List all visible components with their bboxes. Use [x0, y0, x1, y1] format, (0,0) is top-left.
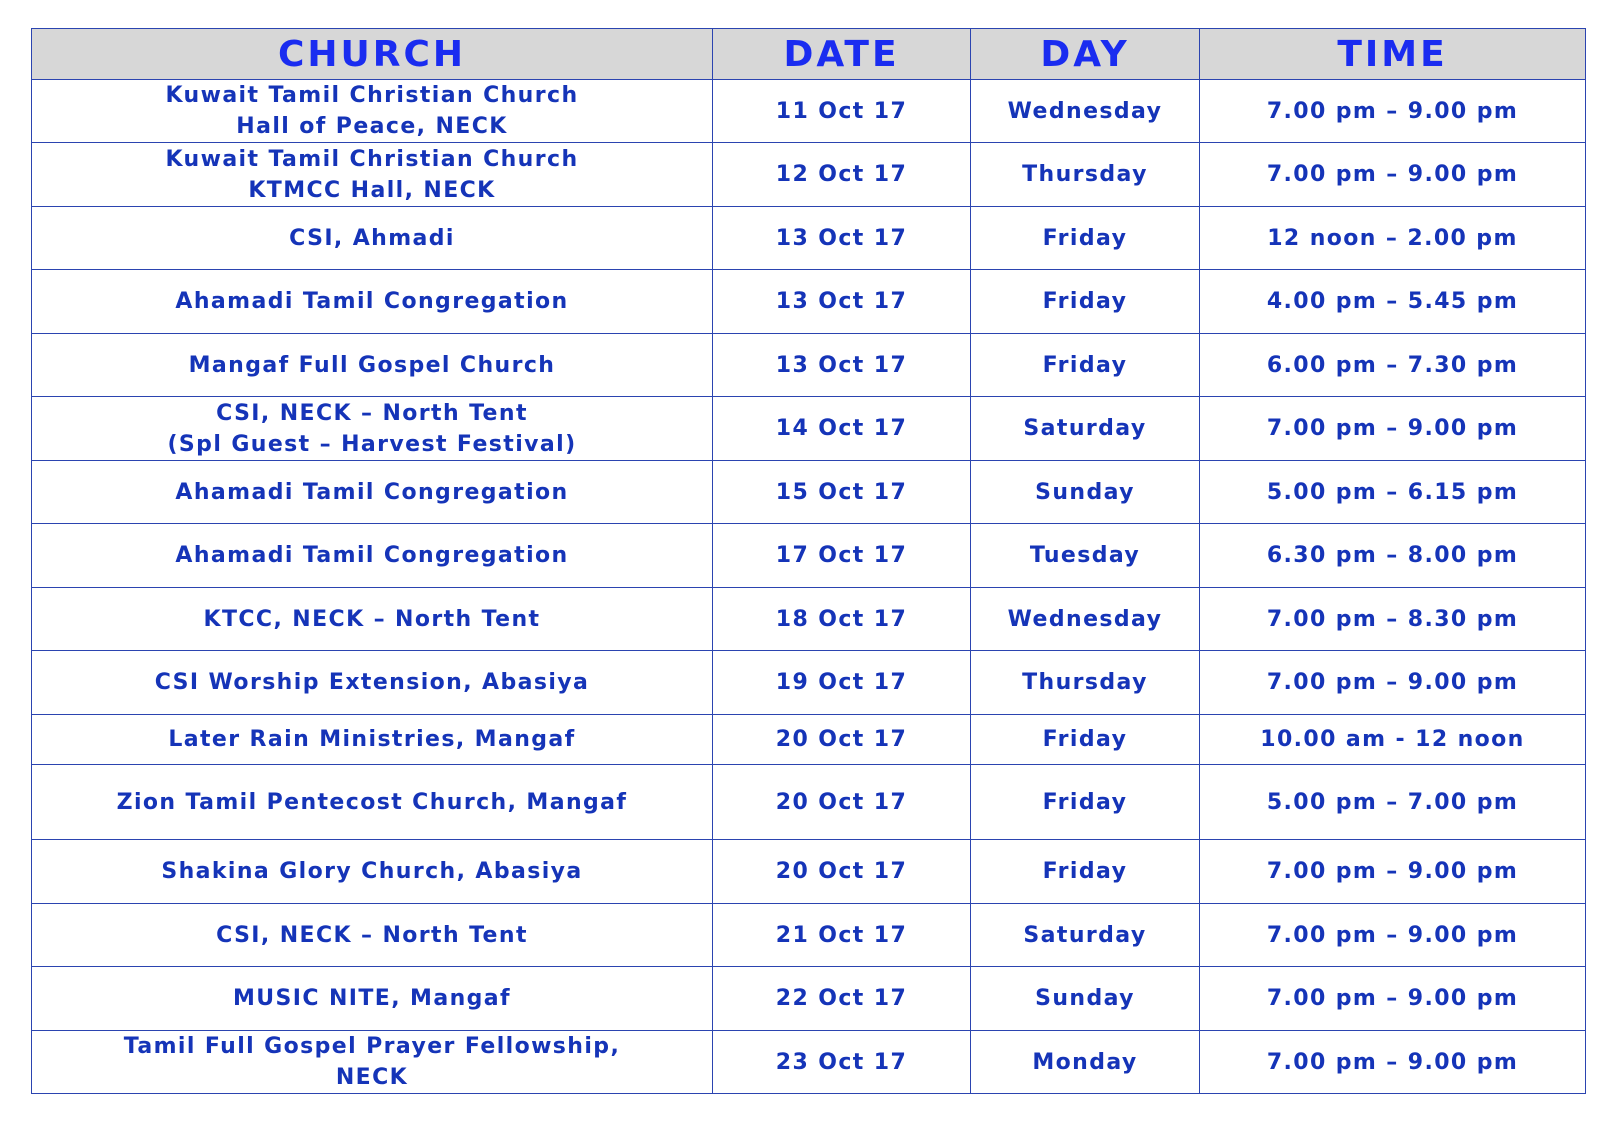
church-cell	[32, 651, 713, 715]
table-row	[32, 765, 1586, 840]
day-cell: Friday	[971, 270, 1200, 334]
church-name-line: Ahamadi Tamil Congregation	[175, 479, 569, 505]
date-cell: 13 Oct 17	[713, 334, 971, 397]
time-cell: 10.00 am - 12 noon	[1200, 715, 1586, 765]
day-cell: Friday	[971, 840, 1200, 904]
date-cell: 18 Oct 17	[713, 588, 971, 651]
table-row	[32, 1031, 1586, 1094]
table-row	[32, 715, 1586, 765]
time-cell: 4.00 pm – 5.45 pm	[1200, 270, 1586, 334]
table-row	[32, 397, 1586, 461]
church-cell	[32, 80, 713, 143]
church-cell	[32, 397, 713, 461]
date-cell: 19 Oct 17	[713, 651, 971, 715]
header-time: TIME	[1200, 29, 1586, 80]
time-cell: 6.30 pm – 8.00 pm	[1200, 524, 1586, 588]
date-cell: 13 Oct 17	[713, 207, 971, 270]
table-row	[32, 80, 1586, 143]
date-cell: 23 Oct 17	[713, 1031, 971, 1094]
day-cell: Friday	[971, 715, 1200, 765]
church-name-line: Mangaf Full Gospel Church	[188, 352, 556, 378]
church-name-line: Shakina Glory Church, Abasiya	[161, 859, 583, 884]
header-church: CHURCH	[32, 29, 713, 80]
table-row	[32, 461, 1586, 524]
day-cell: Thursday	[971, 143, 1200, 207]
day-cell: Friday	[971, 207, 1200, 270]
church-name-line: MUSIC NITE, Mangaf	[232, 986, 511, 1011]
church-name-line: Kuwait Tamil Christian Church	[165, 146, 579, 172]
church-name-line: Hall of Peace, NECK	[236, 114, 508, 139]
church-cell	[32, 588, 713, 651]
table-row	[32, 840, 1586, 904]
time-cell: 5.00 pm – 6.15 pm	[1200, 461, 1586, 524]
time-cell: 7.00 pm – 9.00 pm	[1200, 80, 1586, 143]
church-name-line: Zion Tamil Pentecost Church, Mangaf	[116, 789, 628, 815]
header-row	[32, 29, 1586, 80]
day-cell: Tuesday	[971, 524, 1200, 588]
church-name-line: Ahamadi Tamil Congregation	[175, 289, 569, 314]
church-name-line: (Spl Guest – Harvest Festival)	[167, 431, 577, 457]
church-cell	[32, 765, 713, 840]
church-name-line: CSI, NECK – North Tent	[216, 922, 528, 948]
time-cell: 7.00 pm – 8.30 pm	[1200, 588, 1586, 651]
date-cell: 15 Oct 17	[713, 461, 971, 524]
time-cell: 7.00 pm – 9.00 pm	[1200, 397, 1586, 461]
day-cell: Friday	[971, 334, 1200, 397]
church-cell	[32, 904, 713, 967]
church-name-line: KTMCC Hall, NECK	[248, 177, 496, 203]
church-cell	[32, 207, 713, 270]
table-row	[32, 270, 1586, 334]
church-cell	[32, 461, 713, 524]
table-row	[32, 524, 1586, 588]
day-cell: Wednesday	[971, 80, 1200, 143]
schedule-table	[31, 28, 1586, 1094]
church-name-line: Later Rain Ministries, Mangaf	[168, 727, 576, 752]
day-cell: Friday	[971, 765, 1200, 840]
church-cell	[32, 524, 713, 588]
table-row	[32, 904, 1586, 967]
date-cell: 17 Oct 17	[713, 524, 971, 588]
table-row	[32, 143, 1586, 207]
church-name-line: Tamil Full Gospel Prayer Fellowship,	[123, 1034, 621, 1059]
date-cell: 20 Oct 17	[713, 840, 971, 904]
church-cell	[32, 715, 713, 765]
day-cell: Sunday	[971, 967, 1200, 1031]
date-cell: 21 Oct 17	[713, 904, 971, 967]
date-cell: 22 Oct 17	[713, 967, 971, 1031]
church-cell	[32, 270, 713, 334]
day-cell: Sunday	[971, 461, 1200, 524]
church-cell	[32, 967, 713, 1031]
time-cell: 7.00 pm – 9.00 pm	[1200, 840, 1586, 904]
date-cell: 13 Oct 17	[713, 270, 971, 334]
time-cell: 7.00 pm – 9.00 pm	[1200, 143, 1586, 207]
church-cell	[32, 334, 713, 397]
church-name-line: CSI, Ahmadi	[289, 225, 455, 251]
day-cell: Saturday	[971, 904, 1200, 967]
church-name-line: Kuwait Tamil Christian Church	[165, 83, 579, 108]
day-cell: Saturday	[971, 397, 1200, 461]
table-body	[32, 80, 1586, 1094]
time-cell: 7.00 pm – 9.00 pm	[1200, 904, 1586, 967]
table-header	[32, 29, 1586, 80]
day-cell: Wednesday	[971, 588, 1200, 651]
day-cell: Monday	[971, 1031, 1200, 1094]
time-cell: 12 noon – 2.00 pm	[1200, 207, 1586, 270]
church-name-line: KTCC, NECK – North Tent	[203, 606, 541, 632]
church-cell	[32, 1031, 713, 1094]
time-cell: 6.00 pm – 7.30 pm	[1200, 334, 1586, 397]
time-cell: 5.00 pm – 7.00 pm	[1200, 765, 1586, 840]
time-cell: 7.00 pm – 9.00 pm	[1200, 1031, 1586, 1094]
table-row	[32, 651, 1586, 715]
date-cell: 20 Oct 17	[713, 765, 971, 840]
table-row	[32, 334, 1586, 397]
church-cell	[32, 840, 713, 904]
church-name-line: Ahamadi Tamil Congregation	[175, 543, 569, 568]
date-cell: 14 Oct 17	[713, 397, 971, 461]
time-cell: 7.00 pm – 9.00 pm	[1200, 651, 1586, 715]
table-row	[32, 588, 1586, 651]
church-name-line: CSI, NECK – North Tent	[216, 400, 528, 426]
church-name-line: CSI Worship Extension, Abasiya	[154, 670, 590, 695]
church-name-line: NECK	[335, 1065, 409, 1090]
time-cell: 7.00 pm – 9.00 pm	[1200, 967, 1586, 1031]
date-cell: 11 Oct 17	[713, 80, 971, 143]
date-cell: 12 Oct 17	[713, 143, 971, 207]
church-cell	[32, 143, 713, 207]
table-row	[32, 207, 1586, 270]
date-cell: 20 Oct 17	[713, 715, 971, 765]
table-row	[32, 967, 1586, 1031]
header-date: DATE	[713, 29, 971, 80]
day-cell: Thursday	[971, 651, 1200, 715]
header-day: DAY	[971, 29, 1200, 80]
